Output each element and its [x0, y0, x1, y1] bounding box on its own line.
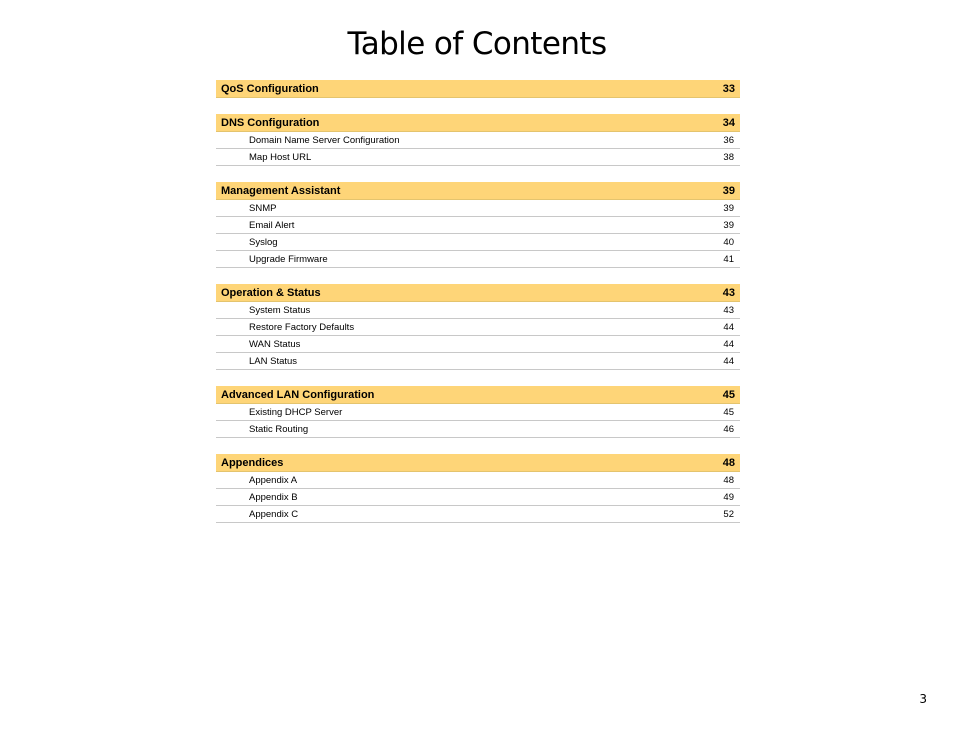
- entry-page: 46: [723, 423, 734, 435]
- page-title: Table of Contents: [347, 26, 607, 62]
- toc-entry[interactable]: [216, 489, 740, 506]
- toc-entry[interactable]: [216, 353, 740, 370]
- toc-section-qos: [216, 80, 740, 98]
- toc-entry[interactable]: [216, 336, 740, 353]
- entry-label: Appendix B: [249, 491, 298, 503]
- entry-label: SNMP: [249, 202, 277, 214]
- section-heading: Advanced LAN Configuration: [221, 388, 375, 401]
- toc-entry[interactable]: [216, 217, 740, 234]
- section-header[interactable]: [216, 454, 740, 472]
- section-heading: DNS Configuration: [221, 116, 320, 129]
- entry-page: 40: [723, 236, 734, 248]
- section-header[interactable]: [216, 182, 740, 200]
- entry-label: Appendix A: [249, 474, 298, 486]
- toc-section-advanced-lan: [216, 386, 740, 438]
- section-page: 43: [722, 286, 735, 299]
- toc-entry[interactable]: [216, 149, 740, 166]
- section-page: 39: [722, 184, 735, 197]
- section-heading: Operation & Status: [221, 286, 321, 299]
- section-heading: QoS Configuration: [221, 82, 319, 95]
- entry-page: 38: [723, 151, 734, 163]
- entry-label: System Status: [249, 304, 311, 316]
- entry-label: LAN Status: [249, 355, 298, 367]
- entry-page: 41: [723, 253, 734, 265]
- toc-entry[interactable]: [216, 506, 740, 523]
- section-header[interactable]: [216, 386, 740, 404]
- entry-page: 52: [723, 508, 734, 520]
- section-page: 34: [722, 116, 735, 129]
- entry-label: Map Host URL: [249, 151, 312, 163]
- toc-entry[interactable]: [216, 421, 740, 438]
- entry-page: 44: [723, 355, 734, 367]
- entry-label: Email Alert: [249, 219, 295, 231]
- toc-section-dns: [216, 114, 740, 166]
- entry-page: 36: [723, 134, 734, 146]
- entry-label: Upgrade Firmware: [249, 253, 328, 265]
- toc-section-operation: [216, 284, 740, 370]
- table-of-contents: [216, 80, 740, 539]
- toc-entry[interactable]: [216, 132, 740, 149]
- toc-entry[interactable]: [216, 200, 740, 217]
- entry-page: 39: [723, 219, 734, 231]
- toc-section-appendices: [216, 454, 740, 523]
- entry-label: Existing DHCP Server: [249, 406, 343, 418]
- entry-page: 44: [723, 321, 734, 333]
- entry-label: Appendix C: [249, 508, 299, 520]
- entry-page: 39: [723, 202, 734, 214]
- section-heading: Management Assistant: [221, 184, 341, 197]
- entry-page: 49: [723, 491, 734, 503]
- section-page: 48: [722, 456, 735, 469]
- entry-page: 43: [723, 304, 734, 316]
- toc-entry[interactable]: [216, 302, 740, 319]
- toc-entry[interactable]: [216, 234, 740, 251]
- entry-label: Restore Factory Defaults: [249, 321, 355, 333]
- entry-label: Static Routing: [249, 423, 309, 435]
- page-number: 3: [919, 692, 927, 706]
- section-header[interactable]: [216, 114, 740, 132]
- toc-entry[interactable]: [216, 404, 740, 421]
- entry-page: 44: [723, 338, 734, 350]
- toc-entry[interactable]: [216, 251, 740, 268]
- section-header[interactable]: [216, 284, 740, 302]
- section-page: 33: [722, 82, 735, 95]
- section-page: 45: [722, 388, 735, 401]
- entry-label: Syslog: [249, 236, 278, 248]
- toc-section-management: [216, 182, 740, 268]
- entry-label: WAN Status: [249, 338, 301, 350]
- toc-entry[interactable]: [216, 319, 740, 336]
- entry-page: 48: [723, 474, 734, 486]
- entry-page: 45: [723, 406, 734, 418]
- toc-entry[interactable]: [216, 472, 740, 489]
- section-header[interactable]: [216, 80, 740, 98]
- section-heading: Appendices: [221, 456, 284, 469]
- entry-label: Domain Name Server Configuration: [249, 134, 400, 146]
